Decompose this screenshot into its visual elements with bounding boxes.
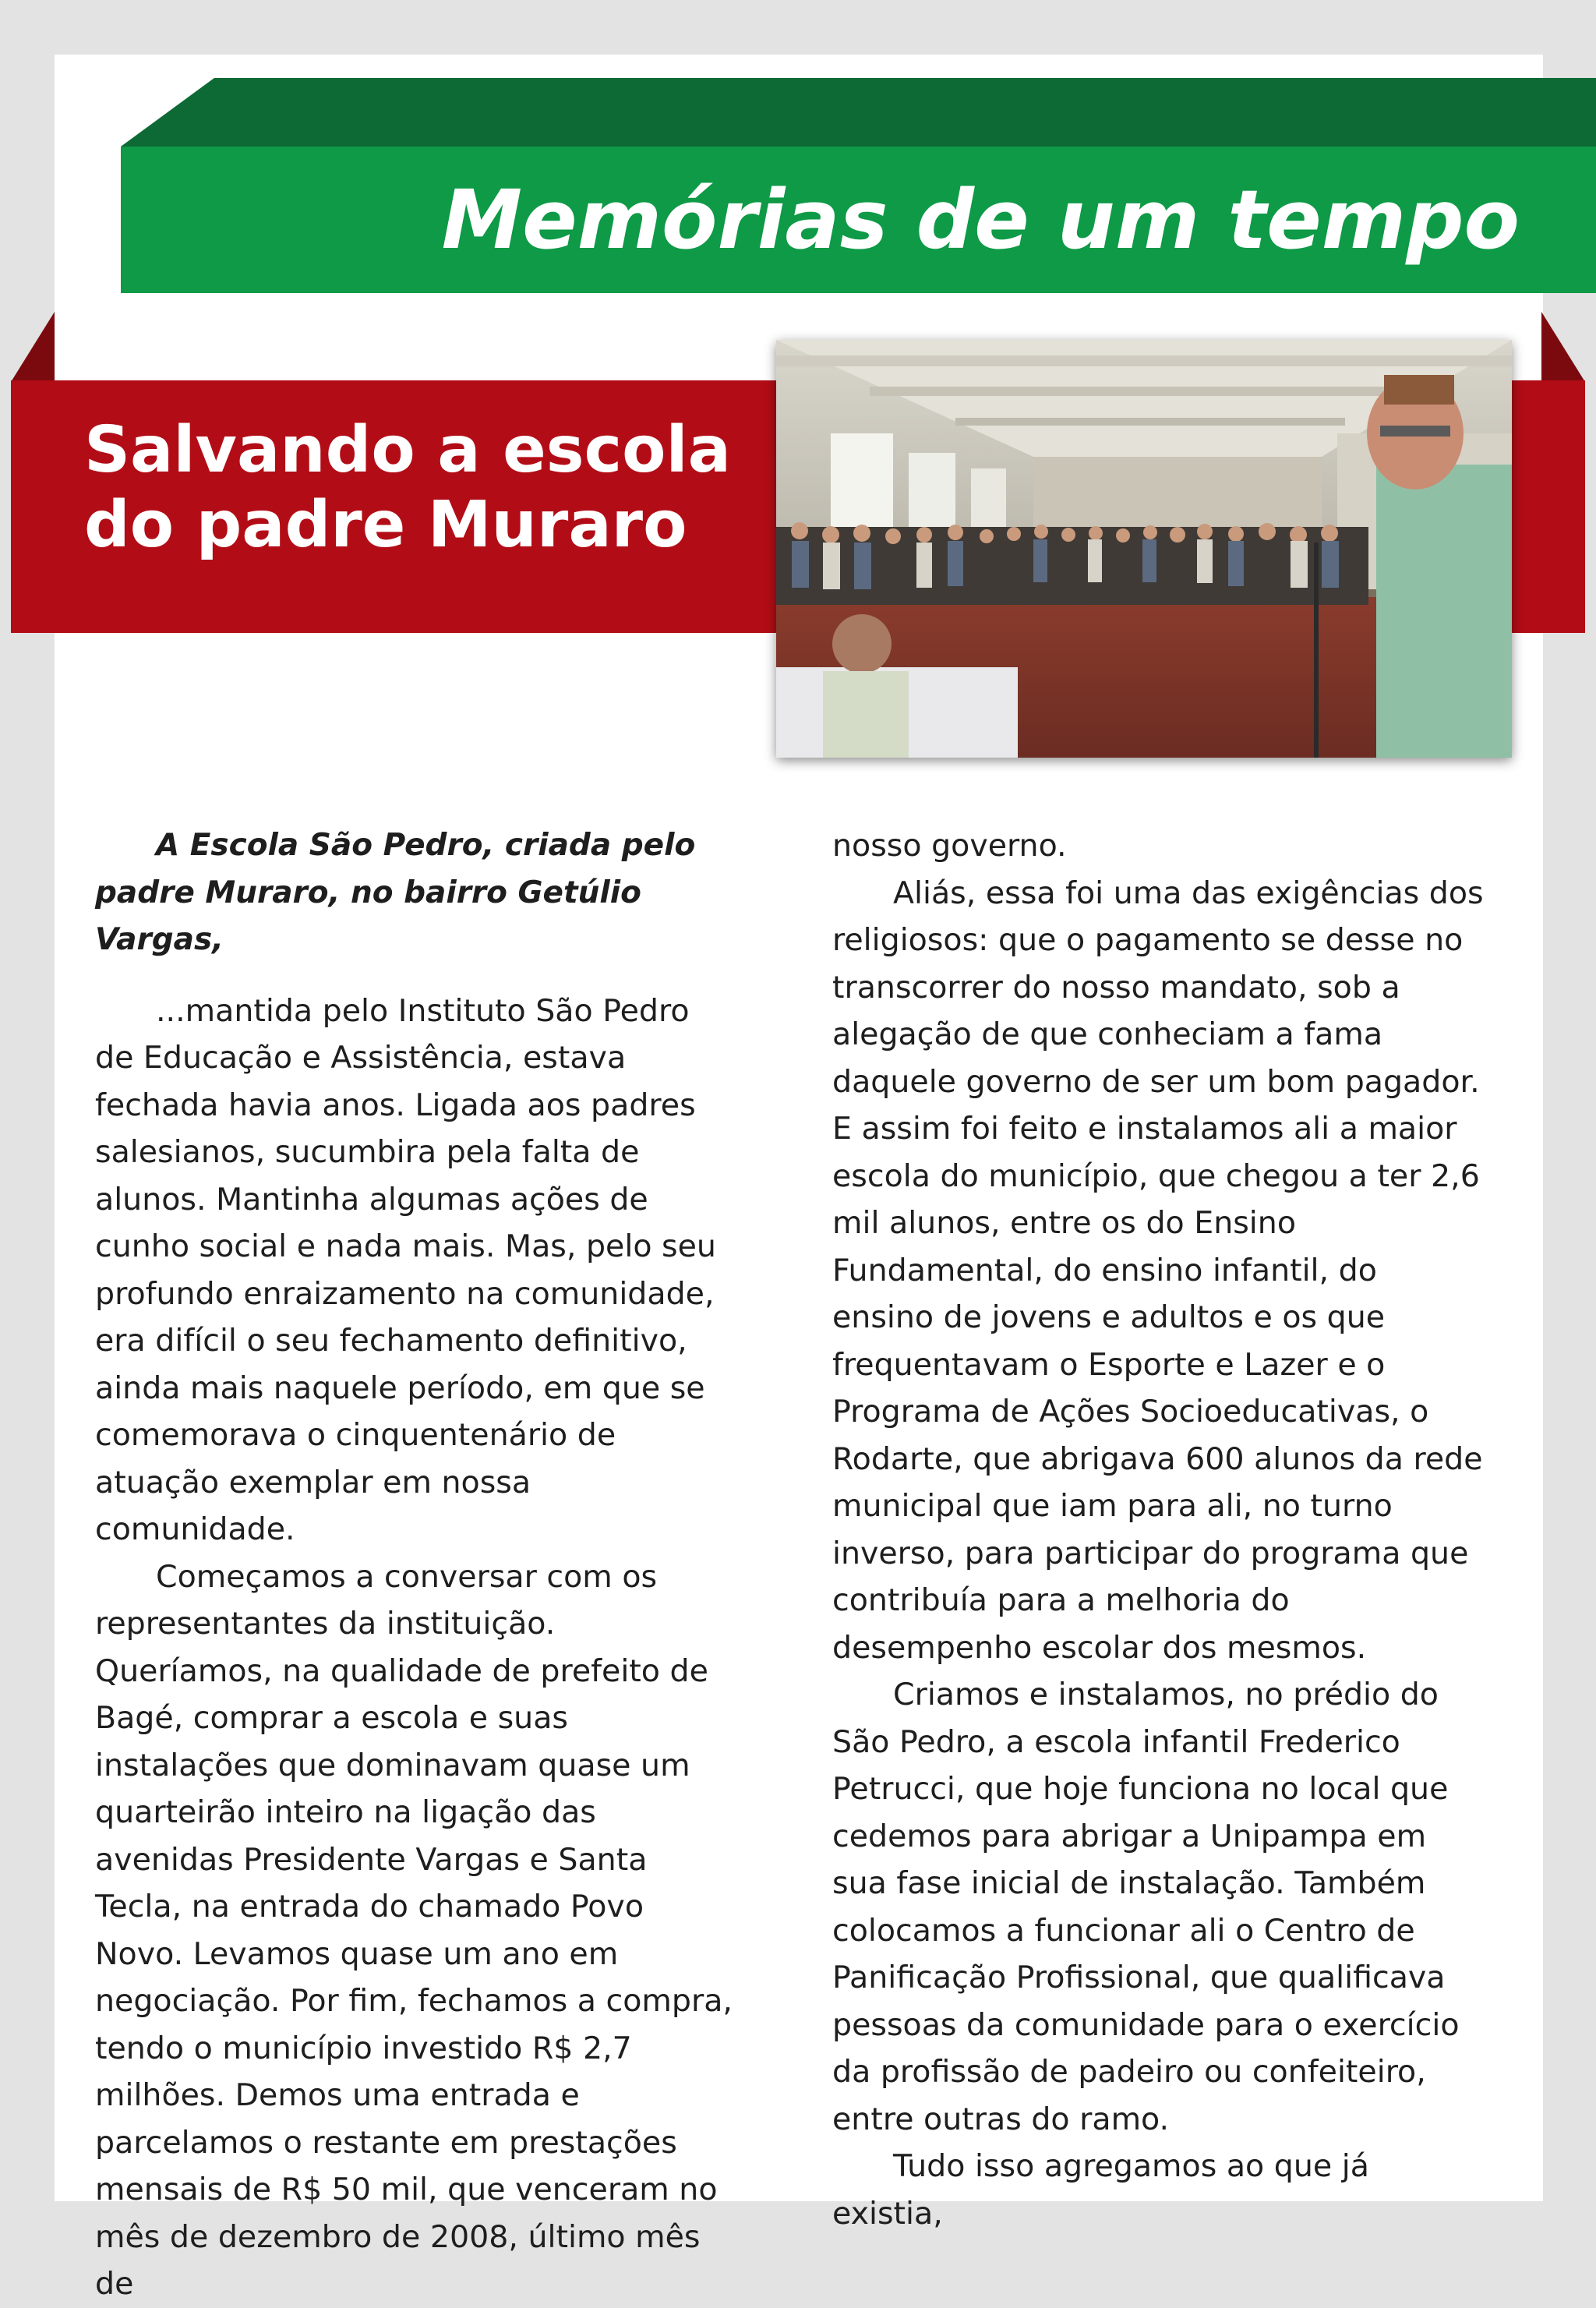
- paragraph: Aliás, essa foi uma das exigências dos religiosos: que o pagamento se desse no transcorrer do nosso mandato, sob a alegação de que conheciam a fama daquele governo de ser um bom pagador. E assim foi feito e instalamos ali a maior escola do município, que chegou a ter 2,6 mil alunos, entre os do Ensino Fundamental, do ensino infantil, do ensino de jovens e adultos e os que frequentavam o Esporte e Lazer e o Programa de Ações Socioeducativas, o Rodarte, que abrigava 600 alunos da rede municipal que iam para ali, no turno inverso, para participar do programa que contribuía para a melhoria do desempenho escolar dos mesmos.: [832, 875, 1484, 1666]
- red-banner-fold-right: [1541, 312, 1585, 382]
- section-title: Memórias de um tempo: [441, 172, 1520, 267]
- article-lead: A Escola São Pedro, criada pelo padre Muraro, no bairro Getúlio Vargas,: [95, 828, 696, 957]
- article-title: Salvando a escola do padre Muraro: [84, 413, 731, 562]
- paragraph: ...mantida pelo Instituto São Pedro de Educação e Assistência, estava fechada havia anos. Ligada aos padres salesianos, sucumbira pela falta de alunos. Mantinha algumas ações de cunho social e nada mais. Mas, pelo seu profundo enraizamento na comunidade, era difícil o seu fechamento definitivo, ainda mais naquele período, em que se comemorava o cinquentenário de atuação exemplar em nossa comunidade.: [95, 992, 716, 1547]
- paragraph: Criamos e instalamos, no prédio do São Pedro, a escola infantil Frederico Petrucci, que hoje funciona no local que cedemos para abrigar a Unipampa em sua fase inicial de instalação. Também colocamos a funcionar ali o Centro de Panificação Profissional, que qualificava pessoas da comunidade para o exercício da profissão de padeiro ou confeiteiro, entre outras do ramo.: [832, 1677, 1460, 2137]
- green-banner: [121, 147, 1596, 293]
- article-column-left: [95, 822, 734, 2308]
- paragraph: Começamos a conversar com os representantes da instituição. Queríamos, na qualidade de prefeito de Bagé, comprar a escola e suas instalações que dominavam quase um quarteirão inteiro na ligação das avenidas Presidente Vargas e Santa Tecla, na entrada do chamado Povo Novo. Levamos quase um ano em negociação. Por fim, fechamos a compra, tendo o município investido R$ 2,7 milhões. Demos uma entrada e parcelamos o restante em prestações mensais de R$ 50 mil, que venceram no mês de dezembro de 2008, último mês de: [95, 1558, 733, 2302]
- paragraph-continuation: nosso governo.: [832, 828, 1067, 864]
- red-banner-fold-left: [11, 312, 55, 382]
- paragraph: Tudo isso agregamos ao que já existia,: [832, 2148, 1369, 2232]
- article-column-right: [832, 822, 1487, 2237]
- article-photo: [776, 340, 1512, 758]
- green-banner-top: [121, 78, 1596, 147]
